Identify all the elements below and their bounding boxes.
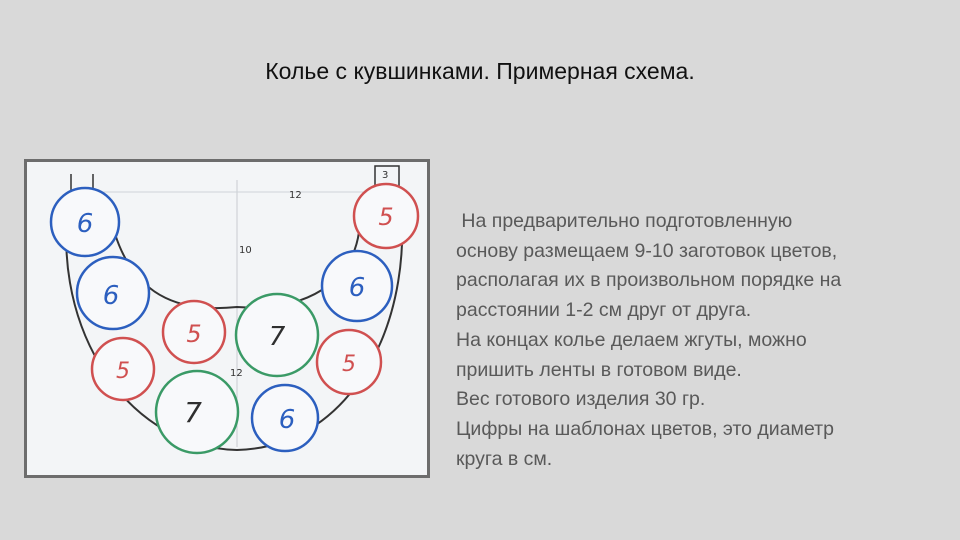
description-line: пришить ленты в готовом виде. <box>456 358 742 381</box>
dimension-label-top: 12 <box>289 190 302 201</box>
circle-green-7-center <box>236 294 318 376</box>
description-line: круга в см. <box>456 447 553 470</box>
svg-text:6: 6 <box>76 209 94 239</box>
description-line: На предварительно подготовленную <box>456 210 793 232</box>
svg-text:5: 5 <box>186 320 202 348</box>
svg-text:7: 7 <box>268 322 286 352</box>
circle-blue-6-bottom <box>252 385 318 451</box>
necklace-sketch <box>27 162 427 475</box>
circle-red-5-lower-left <box>92 338 154 400</box>
description-line: основу размещаем 9-10 заготовок цветов, <box>456 239 838 262</box>
sketch-photo <box>24 159 430 478</box>
svg-text:6: 6 <box>278 405 296 435</box>
dimension-label-strap: 3 <box>382 170 389 181</box>
description-line: расстоянии 1-2 см друг от друга. <box>456 299 752 322</box>
description-line: располагая их в произвольном порядке на <box>456 269 842 292</box>
svg-text:7: 7 <box>184 396 202 429</box>
dimension-label-middle: 10 <box>239 245 252 256</box>
dimension-label-bottom: 12 <box>230 368 243 379</box>
circle-red-5-top-right <box>354 184 418 248</box>
svg-text:5: 5 <box>116 359 130 384</box>
slide-title: Колье с кувшинками. Примерная схема. <box>265 58 695 84</box>
circle-red-5-inner-left <box>163 301 225 363</box>
description-line: Вес готового изделия 30 гр. <box>456 388 706 411</box>
circle-blue-6-left <box>77 257 149 329</box>
svg-text:5: 5 <box>378 203 394 231</box>
circle-blue-6-right <box>322 251 392 321</box>
svg-text:6: 6 <box>102 281 120 311</box>
description-text <box>456 207 946 474</box>
svg-text:5: 5 <box>342 352 356 377</box>
description-line: На концах колье делаем жгуты, можно <box>456 328 807 351</box>
circle-blue-6-top-left <box>51 188 119 256</box>
description-line: Цифры на шаблонах цветов, это диаметр <box>456 417 834 440</box>
svg-text:6: 6 <box>348 273 366 303</box>
circle-red-5-lower-right <box>317 330 381 394</box>
circle-green-7-bottom-left <box>156 371 238 453</box>
